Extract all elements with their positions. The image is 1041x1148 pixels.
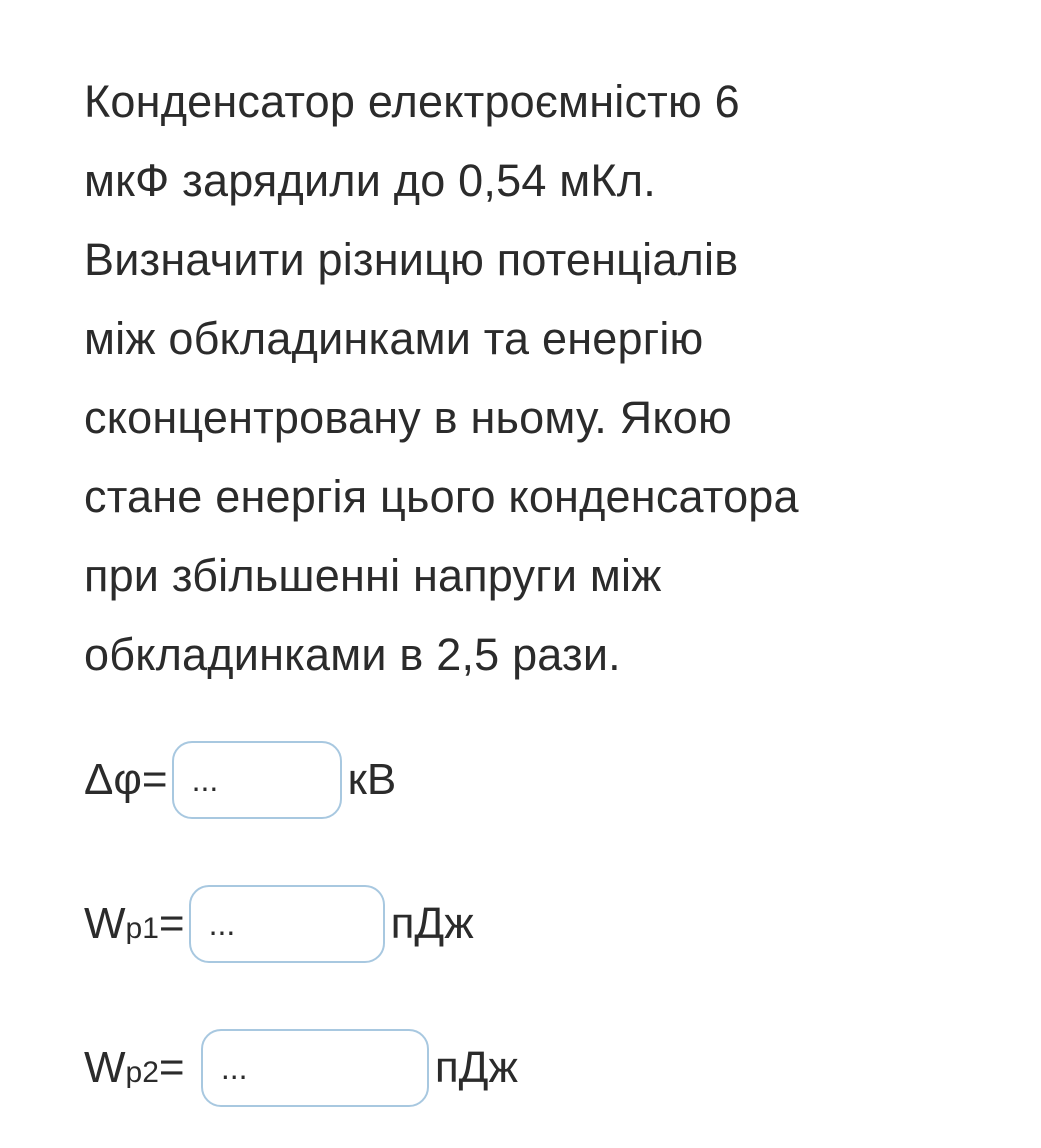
potential-difference-label — [84, 755, 168, 805]
answer-label-equals: = — [141, 755, 168, 804]
question-line: між обкладинками та енергію — [84, 313, 704, 364]
energy-1-input[interactable] — [189, 885, 385, 963]
answer-label-symbol: Δφ — [84, 755, 142, 804]
answer-input-value: ... — [220, 1049, 248, 1086]
energy-1-label: W p1 = — [84, 899, 185, 948]
answer-label-equals: = — [158, 1043, 197, 1092]
answer-label-symbol: W — [84, 899, 126, 948]
answer-label-symbol: W — [84, 1043, 126, 1092]
question-line: сконцентровану в ньому. Якою — [84, 392, 732, 443]
potential-difference-input[interactable] — [172, 741, 342, 819]
energy-2-input[interactable] — [201, 1029, 429, 1107]
answer-label-equals: = — [158, 899, 185, 948]
answer-input-value: ... — [191, 761, 219, 798]
answer-row-potential-difference — [84, 739, 396, 821]
unit-label: кВ — [347, 755, 397, 804]
energy-2-label: W p2 = — [84, 1043, 197, 1092]
question-line: Конденсатор електроємністю 6 — [84, 76, 740, 127]
question-line: Визначити різницю потенціалів — [84, 234, 739, 285]
answer-row-energy-1 — [84, 883, 474, 965]
question-text — [84, 62, 984, 694]
question-line: мкФ зарядили до 0,54 мКл. — [84, 155, 656, 206]
unit-label: пДж — [390, 899, 474, 948]
answer-input-value: ... — [208, 905, 236, 942]
answer-row-energy-2 — [84, 1027, 518, 1109]
question-line: при збільшенні напруги між — [84, 550, 662, 601]
question-line: обкладинками в 2,5 рази. — [84, 629, 621, 680]
unit-label: пДж — [434, 1043, 518, 1092]
question-line: стане енергія цього конденсатора — [84, 471, 799, 522]
